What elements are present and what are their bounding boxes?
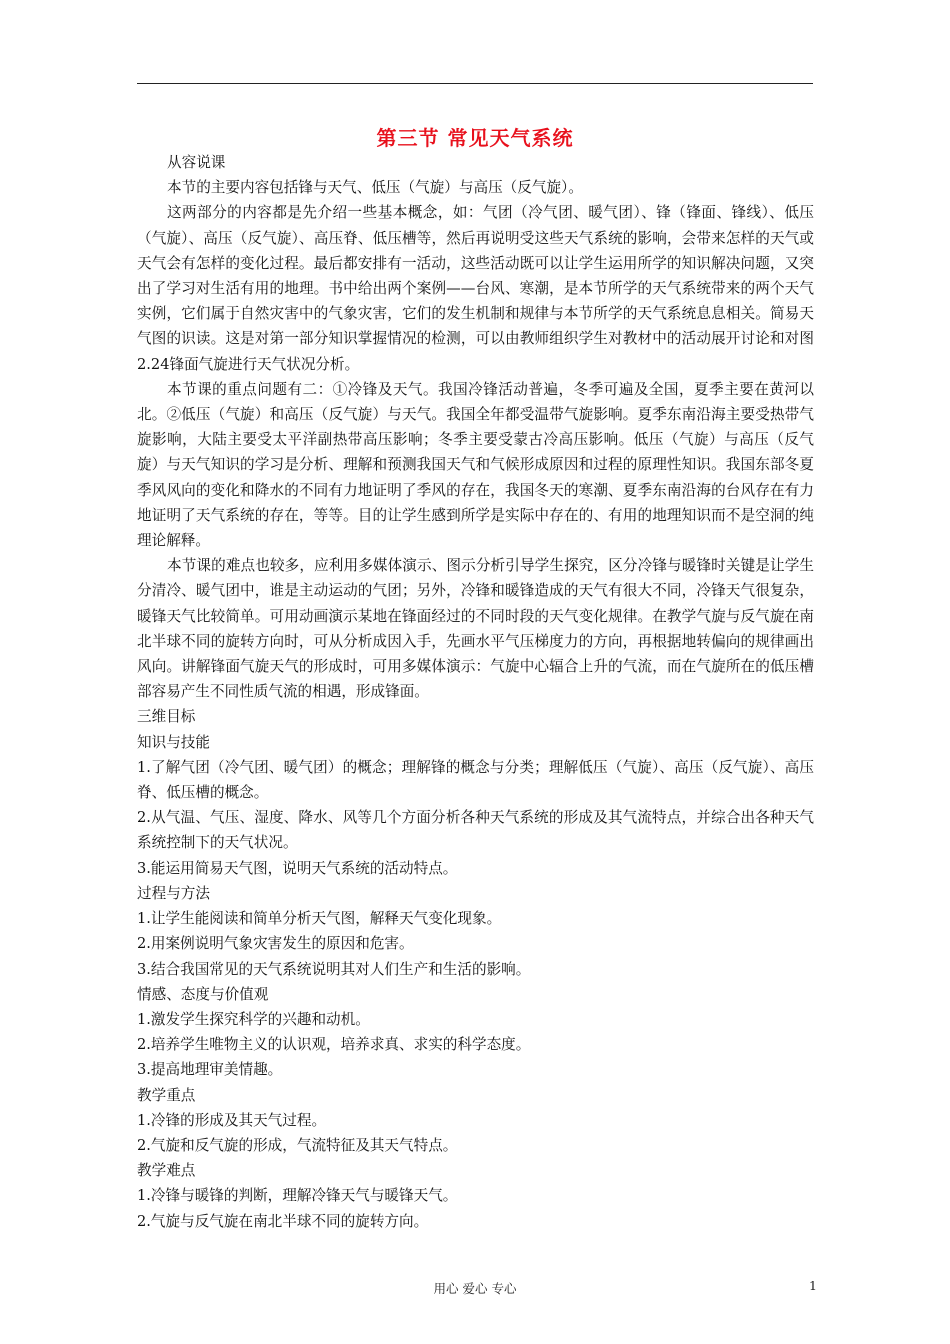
paragraph: 1.了解气团（冷气团、暖气团）的概念；理解锋的概念与分类；理解低压（气旋）、高压（反气旋）、高压脊、低压槽的概念。	[137, 758, 814, 802]
page-footer: 用心 爱心 专心	[433, 1281, 517, 1296]
paragraph: 2.培养学生唯物主义的认识观，培养求真、求实的科学态度。	[137, 1036, 531, 1054]
paragraph: 知识与技能	[137, 733, 210, 751]
document-body	[137, 150, 814, 1234]
page-number: 1	[809, 1278, 817, 1293]
paragraph: 2.从气温、气压、湿度、降水、风等几个方面分析各种天气系统的形成及其气流特点，并综合出各种天气系统控制下的天气状况。	[137, 809, 814, 852]
paragraph: 3.结合我国常见的天气系统说明其对人们生产和生活的影响。	[137, 960, 531, 978]
header-rule	[137, 83, 813, 84]
paragraph: 3.能运用简易天气图，说明天气系统的活动特点。	[137, 859, 458, 877]
paragraph: 1.激发学生探究科学的兴趣和动机。	[137, 1010, 370, 1028]
paragraph: 2.气旋与反气旋在南北半球不同的旋转方向。	[137, 1212, 429, 1230]
paragraph: 从容说课	[167, 154, 226, 171]
paragraph: 2.气旋和反气旋的形成，气流特征及其天气特点。	[137, 1136, 458, 1154]
paragraph: 三维目标	[137, 708, 196, 726]
paragraph: 1.冷锋与暖锋的判断，理解冷锋天气与暖锋天气。	[137, 1187, 458, 1205]
paragraph: 教学难点	[137, 1162, 196, 1180]
paragraph: 本节课的难点也较多，应利用多媒体演示、图示分析引导学生探究，区分冷锋与暖锋时关键是让学生分清冷、暖气团中，谁是主动运动的气团；另外，冷锋和暖锋造成的天气有很大不同，冷锋天气很复杂，暖锋天气比较简单。可用动画演示某地在锋面经过的不同时段的天气变化规律。在教学气旋与反气旋在南北半球不同的旋转方向时，可从分析成因入手，先画水平气压梯度力的方向，再根据地转偏向的规律画出风向。讲解锋面气旋天气的形成时，可用多媒体演示：气旋中心辐合上升的气流，而在气旋所在的低压槽部容易产生不同性质气流的相遇，形成锋面。	[137, 557, 814, 701]
paragraph: 教学重点	[137, 1086, 196, 1104]
paragraph: 3.提高地理审美情趣。	[137, 1061, 283, 1079]
paragraph: 1.冷锋的形成及其天气过程。	[137, 1111, 327, 1129]
paragraph: 本节课的重点问题有二：①冷锋及天气。我国冷锋活动普遍，冬季可遍及全国，夏季主要在黄河以北。②低压（气旋）和高压（反气旋）与天气。我国全年都受温带气旋影响。夏季东南沿海主要受热带气旋影响，大陆主要受太平洋副热带高压影响；冬季主要受蒙古冷高压影响。低压（气旋）与高压（反气旋）与天气知识的学习是分析、理解和预测我国天气和气候形成原因和过程的原理性知识。我国东部冬夏季风风向的变化和降水的不同有力地证明了季风的存在，我国冬天的寒潮、夏季东南沿海的台风存在有力地证明了天气系统的存在，等等。目的让学生感到所学是实际中存在的、有用的地理知识而不是空洞的纯理论解释。	[137, 380, 814, 550]
paragraph: 这两部分的内容都是先介绍一些基本概念，如：气团（冷气团、暖气团）、锋（锋面、锋线）、低压（气旋）、高压（反气旋）、高压脊、低压槽等，然后再说明受这些天气系统的影响，会带来怎样的天气或天气会有怎样的变化过程。最后都安排有一活动，这些活动既可以让学生运用所学的知识解决问题，又突出了学习对生活有用的地理。书中给出两个案例——台风、寒潮，是本节所学的天气系统带来的两个天气实例，它们属于自然灾害中的气象灾害，它们的发生机制和规律与本节所学的天气系统息息相关。简易天气图的识读。这是对第一部分知识掌握情况的检测，可以由教师组织学生对教材中的活动展开讨论和对图2.24锋面气旋进行天气状况分析。	[137, 204, 814, 373]
paragraph: 本节的主要内容包括锋与天气、低压（气旋）与高压（反气旋）。	[167, 179, 583, 197]
paragraph: 过程与方法	[137, 884, 210, 902]
paragraph: 情感、态度与价值观	[137, 985, 269, 1003]
paragraph: 2.用案例说明气象灾害发生的原因和危害。	[137, 935, 414, 953]
page-title: 第三节 常见天气系统	[376, 126, 574, 150]
paragraph: 1.让学生能阅读和简单分析天气图，解释天气变化现象。	[137, 910, 502, 928]
